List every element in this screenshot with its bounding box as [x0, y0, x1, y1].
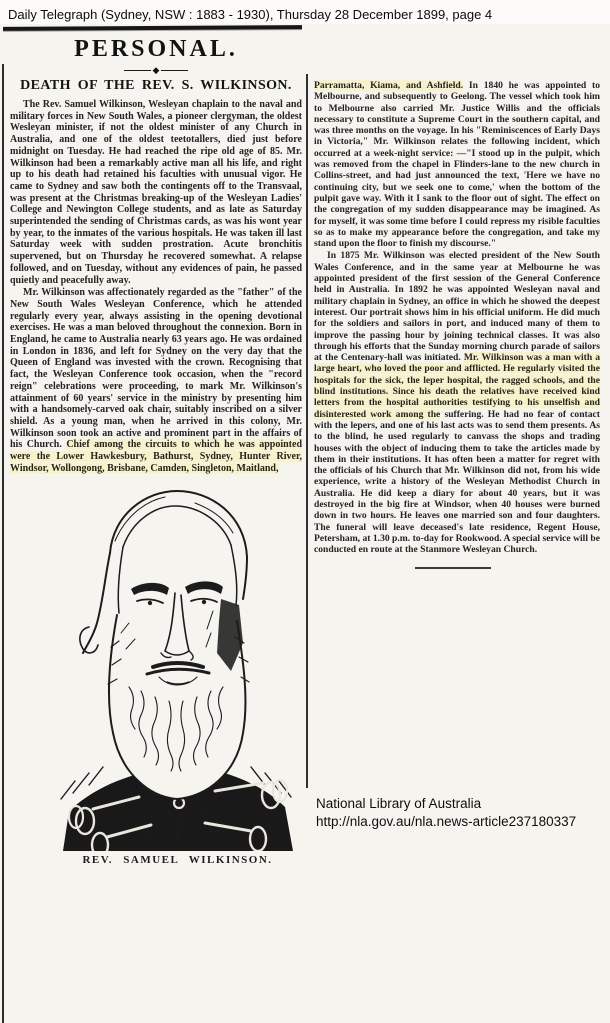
search-highlight: Parramatta, Kiama, and Ashfield. — [314, 80, 464, 91]
article-url: http://nla.gov.au/nla.news-article237180337 — [316, 814, 577, 829]
section-title: PERSONAL. — [74, 36, 238, 62]
article-text: suffering. He had no fear of contact with the lepers, and one of his last acts was to send them presents. As to the blind, he used regularly to canvass the shops and trading houses with the object of inducing them to take the articles made by them in their institutions. It has often been a matter for regret with the officials of his Church that Mr. Wilkinson did not, from his wide experience, write a history of the Wesleyan Methodist Church in Australia. He did keep a diary for about 40 years, but it was destroyed in the big fire at Windsor, when 40 houses were burned down in two hours. He leaves one married son and four daughters. The funeral will leave deceased's late residence, Regent House, Petersham, at 1.30 p.m. to-day for Rookwood. A special service will be conducted en route at the Stanmore Wesleyan Church. — [314, 408, 601, 556]
source-citation-header: Daily Telegraph (Sydney, NSW : 1883 - 1930), Thursday 28 December 1899, page 4 — [8, 7, 493, 22]
article-headline: DEATH OF THE REV. S. WILKINSON. — [20, 78, 292, 93]
article-text: In 1840 he was appointed to Melbourne, and subsequently to Geelong. The vessel which took him to Melbourne also carried Mr. Justice Willis and the officials necessary to constitute a Supreme Court in the southern capital, and was three months on the voyage. In his "Reminiscences of Early Days in Victoria," Mr. Wilkinson relates the following incident, which occurred at a week-night service: —"I stood up in the pulpit, which was removed from the chapel in Flinders-lane to the new church in Collins-street, and had just announced the text, 'Here we have no continuing city, but we seek one to come,' when the bottom of the pulpit gave way. With it I sank to the floor out of sight. The effect on the congregation of my sudden disappearance may be imagined. As for myself, it was some time before I could repress my risible faculties so as to make my appearance before the congregation, and take my stand upon the floor to finish my discourse." — [314, 80, 600, 250]
left-edge-rule — [2, 64, 4, 1023]
article-paragraph — [10, 99, 302, 286]
article-text: The Rev. Samuel Wilkinson, Wesleyan chaplain to the naval and military forces in New South Wales, a pioneer clergyman, the oldest Wesleyan minister, if not the oldest minister of any Church in Australia, and one of the oldest teetotallers, died just before midnight on Tuesday. He had reached the ripe old age of 85. Mr. Wilkinson had been a remarkably active man all his life, and right up to his death had retained his faculties with unusual vigor. He came to Sydney and saw both the contingents off to the Transvaal, was present at the Christmas breaking-up of the Wesleyan Ladies' College and Newington College students, and as late as Saturday superintended the sending of Christmas cards, as was his wont year by year, to the inmates of the various hospitals. He was taken ill last Saturday week with sudden prostration. Acute bronchitis supervened, but on Thursday he recovered somewhat. A relapse followed, and on Tuesday, without any evidences of pain, he passed quietly and peacefully away. — [10, 99, 302, 286]
article-column-text — [10, 99, 302, 475]
article-text: Mr. Wilkinson was affectionately regarded as the "father" of the New South Wales Wesleyan Conference, which he attended regularly every year, always assisting in the opening devotional exercises. He was a man beloved throughout the connexion. Born in England, he came to Australia nearly 63 years ago. He was ordained in London in 1836, and left for Sydney on the very day that the Queen of England was invested with the crown. Recognising that fact, the Wesleyan Conference took occasion, when the "record reign" celebrations were proceeding, to mark Mr. Wilkinson's attainment of 60 years' service in the ministry by presenting him with a handsomely-carved oak chair, suitably inscribed on a silver shield. As a young man, when he arrived in this colony, Mr. Wilkinson soon took an active and prominent part in the affairs of his Church. — [10, 287, 302, 451]
portrait-figure — [55, 481, 300, 866]
article-text: In 1875 Mr. Wilkinson was elected president of the New South Wales Conference, and in the same year at Melbourne he was appointed president of the first session of the General Conference held in Australia. In 1892 he was appointed Wesleyan naval and military chaplain in Sydney, an office in which he showed the deepest interest. Our portrait shows him in his official uniform. He did much for the soldiers and sailors in port, and induced many of them to improve the passing hour by joining technical classes. It was also through his efforts that the Sunday morning church parade of sailors at the Centenary-hall was initiated. — [314, 250, 600, 364]
article-paragraph — [314, 250, 600, 555]
portrait-illustration — [55, 481, 300, 851]
portrait-caption: REV. SAMUEL WILKINSON. — [82, 853, 273, 866]
column-left — [10, 36, 302, 866]
column-right — [314, 80, 600, 569]
divider-line — [161, 70, 188, 71]
article-end-rule — [415, 567, 491, 569]
column-divider-rule — [306, 74, 308, 788]
newspaper-clipping — [0, 24, 610, 1023]
library-name: National Library of Australia — [316, 796, 482, 811]
column-top-rule — [3, 25, 302, 31]
article-paragraph — [314, 80, 600, 249]
section-divider — [10, 64, 302, 76]
search-highlight: Mr. Wilkinson was a man with a large heart, who loved the poor and afflicted. He regularly visited the hospitals for the sick, the leper hospital, the ragged schools, and the blind institutions. Since his death the relatives have received kind letters from the hospital authorities testifying to his unselfish and disinterested work among the — [314, 352, 601, 420]
article-paragraph — [10, 287, 302, 474]
divider-line — [124, 70, 151, 71]
attribution-block — [316, 795, 576, 831]
diamond-icon: ◆ — [152, 64, 160, 75]
search-highlight: Chief among the circuits to which he was appointed were the Lower Hawkesbury, Bathurst, Sydney, Hunter River, Windsor, Wollongong, Brisbane, Camden, Singleton, Maitland, — [10, 439, 302, 474]
article-column-text — [314, 80, 600, 555]
